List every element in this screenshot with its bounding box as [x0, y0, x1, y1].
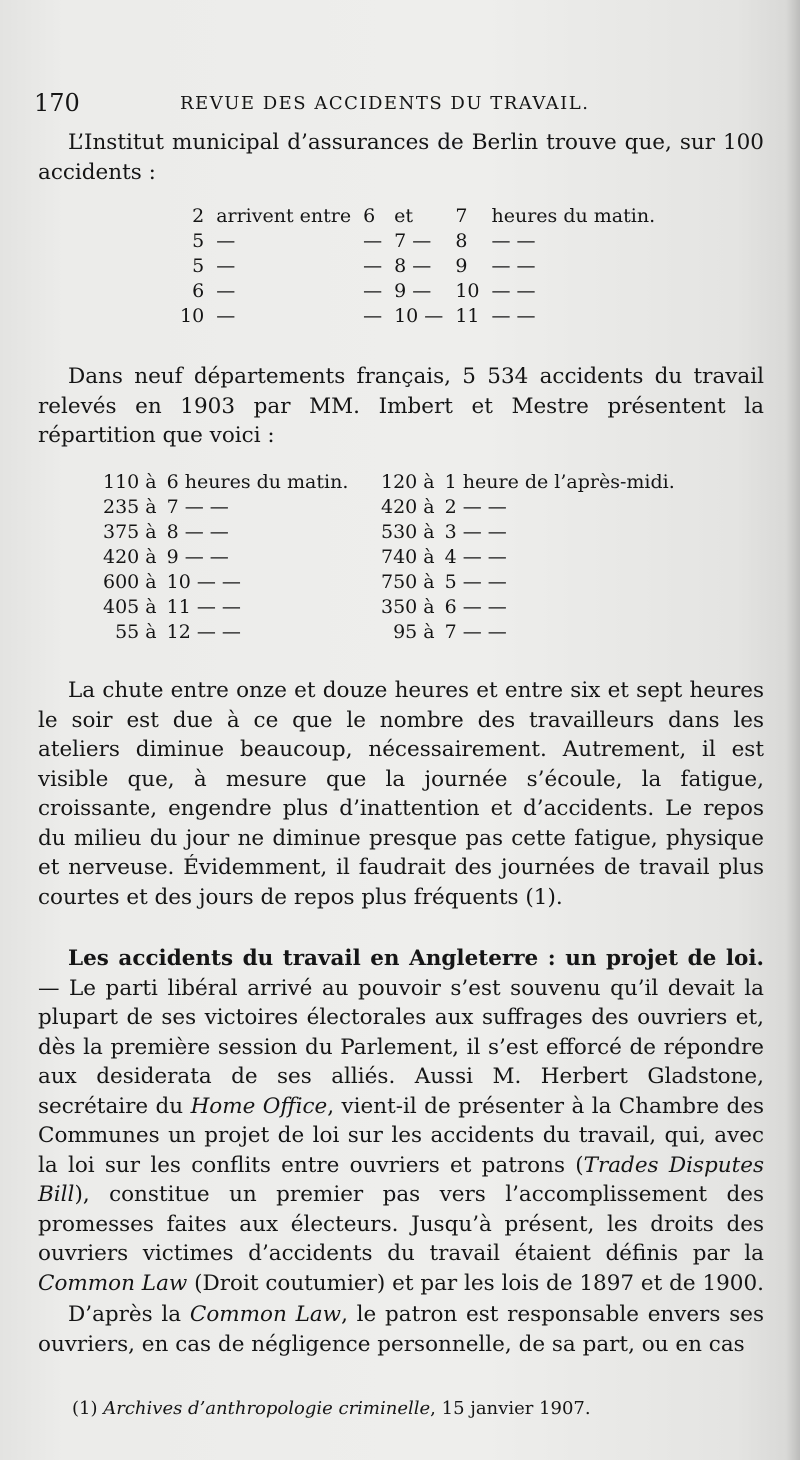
morning-row [98, 545, 353, 570]
afternoon-row-cell: 95 à [393, 621, 435, 643]
england-section-paragraph [38, 944, 764, 1298]
berlin-row-cell: — [216, 230, 236, 252]
berlin-row-cell: — [216, 280, 236, 302]
morning-row [98, 595, 353, 620]
afternoon-row [376, 495, 680, 520]
footnote-marker: (1) [72, 1398, 98, 1419]
page-header [34, 88, 774, 118]
berlin-row [180, 254, 661, 279]
afternoon-row-cell: 2 — — [444, 496, 507, 518]
berlin-row [180, 204, 661, 229]
morning-row-cell: 55 à [115, 621, 157, 643]
morning-row-cell: 600 à [103, 571, 157, 593]
afternoon-row-cell: 740 à [381, 546, 435, 568]
intro-paragraph: L’Institut municipal d’assurances de Berlin trouve que, sur 100 accidents : [38, 130, 764, 185]
berlin-row-cell: — — [491, 305, 536, 327]
section-text-4: (Droit coutumier) et par les lois de 1897 et de 1900. [187, 1270, 764, 1296]
berlin-row-cell: 5 [192, 230, 205, 252]
berlin-row-cell: — [363, 280, 383, 302]
berlin-row [180, 304, 661, 329]
home-office-term: Home Office [190, 1093, 328, 1119]
page-edge-shadow [786, 0, 800, 1460]
morning-row-cell: 10 — — [166, 571, 241, 593]
section-text-2: , vient-il de présenter à la Chambre des Communes un projet de loi sur les accidents du travail, qui, avec la loi sur les conflits entre ouvriers et patrons ( [38, 1093, 764, 1178]
common-law-term: Common Law [38, 1270, 188, 1296]
berlin-accidents-table [180, 204, 661, 329]
morning-row-cell: 235 à [103, 496, 157, 518]
section-text-1: — Le parti libéral arrivé au pouvoir s’est souvenu qu’il devait la plupart de ses victoires électorales aux suffrages des ouvriers et, dès la première session du Parlement, il s’est efforcé de répondre aux desiderata de ses alliés. Aussi M. Herbert Gladstone, secrétaire du [38, 975, 764, 1119]
berlin-row-cell: 8 — [394, 255, 432, 277]
berlin-row-cell: — — [491, 280, 536, 302]
berlin-row-cell: — [216, 255, 236, 277]
afternoon-row [376, 570, 680, 595]
afternoon-row [376, 595, 680, 620]
berlin-row-cell: 9 — [394, 280, 432, 302]
afternoon-row-cell: 5 — — [444, 571, 507, 593]
morning-row-cell: 420 à [103, 546, 157, 568]
morning-row-cell: 8 — — [166, 521, 229, 543]
morning-row-cell: 11 — — [166, 596, 241, 618]
berlin-row-cell: — [363, 230, 383, 252]
morning-row [98, 520, 353, 545]
berlin-row-cell: 8 [455, 230, 468, 252]
afternoon-row-cell: 120 à [381, 471, 435, 493]
berlin-row [180, 279, 661, 304]
berlin-row-cell: 6 [192, 280, 205, 302]
morning-row-cell: 375 à [103, 521, 157, 543]
berlin-row-cell: 5 [192, 255, 205, 277]
afternoon-row-cell: 530 à [381, 521, 435, 543]
morning-row [98, 620, 353, 645]
berlin-row-cell: 2 [192, 205, 205, 227]
morning-distribution-table [98, 470, 353, 645]
morning-row-cell: 9 — — [166, 546, 229, 568]
afternoon-distribution-table [376, 470, 680, 645]
fatigue-paragraph: La chute entre onze et douze heures et entre six et sept heures le soir est due à ce que le nombre des travailleurs dans les ateliers diminue beaucoup, nécessairement. Autrement, il est visible que, à mesure que la journée s’écoule, la fatigue, croissante, engendre plus d’inattention et d’accidents. Le repos du milieu du jour ne diminue presque pas cette fatigue, physique et nerveuse. Évidemment, il faudrait des journées de travail plus courtes et des jours de repos plus fréquents (1). [38, 678, 764, 910]
morning-row [98, 570, 353, 595]
footnote-source: Archives d’anthropologie criminelle [103, 1398, 431, 1419]
common-law-paragraph [38, 1300, 764, 1359]
berlin-row-cell: heures du matin. [491, 205, 656, 227]
footnote-date: , 15 janvier 1907. [430, 1398, 591, 1419]
afternoon-row-cell: 750 à [381, 571, 435, 593]
morning-row-cell: 6 heures du matin. [166, 471, 349, 493]
berlin-row-cell: — — [491, 230, 536, 252]
berlin-row-cell: 10 [180, 305, 205, 327]
page-number: 170 [34, 89, 80, 117]
afternoon-row-cell: 1 heure de l’après-midi. [444, 471, 675, 493]
trades-disputes-term: Trades Disputes Bill [38, 1152, 764, 1207]
afternoon-row [376, 520, 680, 545]
morning-row [98, 495, 353, 520]
berlin-row-cell: 7 [455, 205, 468, 227]
berlin-row-cell: 6 [363, 205, 376, 227]
berlin-row-cell: — [363, 255, 383, 277]
afternoon-row [376, 470, 680, 495]
berlin-row-cell: — [363, 305, 383, 327]
afternoon-row-cell: 420 à [381, 496, 435, 518]
morning-row [98, 470, 353, 495]
berlin-row-cell: 7 — [394, 230, 432, 252]
running-title: REVUE DES ACCIDENTS DU TRAVAIL. [180, 93, 590, 114]
afternoon-row-cell: 350 à [381, 596, 435, 618]
afternoon-row [376, 620, 680, 645]
footnote [72, 1396, 772, 1422]
departments-paragraph: Dans neuf départements français, 5 534 accidents du travail relevés en 1903 par MM. Imbert et Mestre présentent la répartition que voici : [38, 364, 764, 448]
morning-row-cell: 7 — — [166, 496, 229, 518]
last-para-text-2: , le patron est responsable envers ses ouvriers, en cas de négligence personnelle, de sa part, ou en cas [38, 1302, 764, 1357]
common-law-term-2: Common Law [189, 1302, 342, 1327]
section-heading: Les accidents du travail en Angleterre : un projet de loi. [68, 946, 764, 971]
afternoon-row-cell: 3 — — [444, 521, 507, 543]
berlin-row-cell: 11 [455, 305, 480, 327]
morning-row-cell: 110 à [103, 471, 157, 493]
berlin-row-cell: — — [491, 255, 536, 277]
berlin-row-cell: arrivent entre [216, 205, 352, 227]
berlin-row [180, 229, 661, 254]
berlin-row-cell: 10 — [394, 305, 444, 327]
afternoon-row [376, 545, 680, 570]
afternoon-row-cell: 7 — — [444, 621, 507, 643]
morning-row-cell: 12 — — [166, 621, 241, 643]
last-para-text-1: D’après la [68, 1302, 190, 1327]
berlin-row-cell: et [394, 205, 413, 227]
afternoon-row-cell: 6 — — [444, 596, 507, 618]
section-text-3: ), constitue un premier pas vers l’accomplissement des promesses faites aux électeurs. Jusqu’à présent, les droits des ouvriers victimes d’accidents du travail étaient définis par la [38, 1182, 764, 1266]
afternoon-row-cell: 4 — — [444, 546, 507, 568]
berlin-row-cell: — [216, 305, 236, 327]
berlin-row-cell: 10 [455, 280, 480, 302]
morning-row-cell: 405 à [103, 596, 157, 618]
berlin-row-cell: 9 [455, 255, 468, 277]
